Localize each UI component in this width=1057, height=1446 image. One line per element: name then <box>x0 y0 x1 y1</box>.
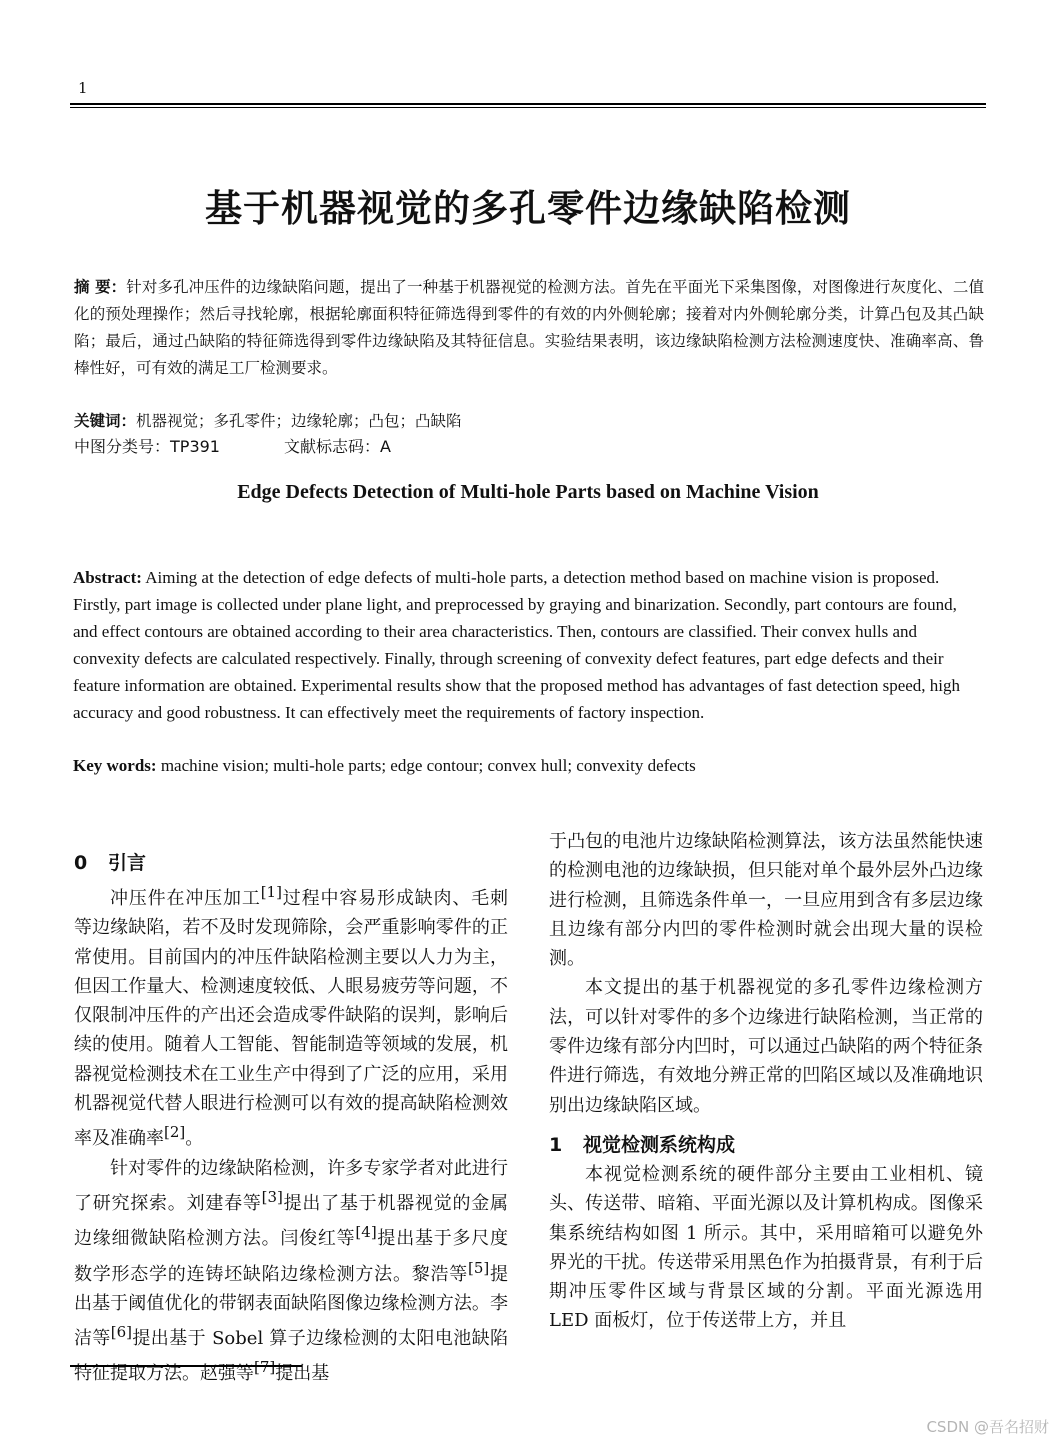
text-run: 。 <box>185 1128 204 1150</box>
citation: [6] <box>110 1323 133 1342</box>
abstract-zh-label: 摘 要： <box>74 278 127 296</box>
paragraph: 本文提出的基于机器视觉的多孔零件边缘检测方法，可以针对零件的多个边缘进行缺陷检测，当正常的零件边缘有部分内凹时，可以通过凸缺陷的两个特征条件进行筛选，有效地分辨正常的凹陷区域以及准确地识别出边缘缺陷区域。 <box>549 977 983 1116</box>
section-0-number: 0 <box>74 852 88 874</box>
keywords-zh-label: 关键词： <box>74 412 137 430</box>
text-run: 过程中容易形成缺肉、毛刺等边缘缺陷，若不及时发现筛除，会严重影响零件的正常使用。目前国内的冲压件缺陷检测主要以人力为主，但因工作量大、检测速度较低、人眼易疲劳等问题，不仅限制冲压件的产出还会造成零件缺陷的误判，影响后续的使用。随着人工智能、智能制造等领域的发展，机器视觉检测技术在工业生产中得到了广泛的应用，采用机器视觉代替人眼进行检测可以有效的提高缺陷检测效率及准确率 <box>74 888 509 1150</box>
watermark: CSDN @吾名招财 <box>926 1418 1049 1436</box>
section-0-heading <box>74 848 508 878</box>
keywords-en-text: machine vision; multi-hole parts; edge contour; convex hull; convexity defects <box>156 756 696 775</box>
paper-title: 基于机器视觉的多孔零件边缘缺陷检测 <box>205 187 851 230</box>
header-rule-thick <box>70 103 986 105</box>
footnote-rule <box>70 1365 302 1367</box>
abstract-en-text: Aiming at the detection of edge defects of multi-hole parts, a detection method based on machine vision is proposed. Firstly, part image is collected under plane light, and preprocessed by graying and binarization. Secondly, part contours are found, and effect contours are obtained according to their area characteristics. Then, contours are classified. Their convex hulls and convexity defects are calculated respectively. Finally, through screening of convexity defect features, part edge defects and their feature information are obtained. Experimental results show that the proposed method has advantages of fast detection speed, high accuracy and good robustness. It can effectively meet the requirements of factory inspection. <box>73 568 961 722</box>
citation: [7] <box>254 1358 276 1377</box>
section-1-number: 1 <box>549 1133 563 1156</box>
text-run: 提出基于多尺度数学形态学的连铸坯缺陷边缘检测方法。黎浩等 <box>74 1228 509 1285</box>
clc-value: TP391 <box>170 437 220 456</box>
text-run: 提出基于阈值优化的带钢表面缺陷图像边缘检测方法。李洁等 <box>74 1263 509 1350</box>
abstract-en <box>73 564 985 726</box>
paragraph: 于凸包的电池片边缘缺陷检测算法，该方法虽然能快速的检测电池的边缘缺损，但只能对单个最外层外凸边缘进行检测，且筛选条件单一，一旦应用到含有多层边缘且边缘有部分内凹的零件检测时就会出现大量的误检测。 <box>549 831 983 970</box>
header-rule-thin <box>70 107 986 108</box>
section-1-title: 视觉检测系统构成 <box>583 1133 736 1156</box>
citation: [4] <box>355 1223 377 1242</box>
classification-line <box>74 434 984 460</box>
section-1-heading <box>549 1130 983 1160</box>
paper-title-en: Edge Defects Detection of Multi-hole Parts based on Machine Vision <box>237 481 819 503</box>
keywords-zh-text: 机器视觉；多孔零件；边缘轮廓；凸包；凸缺陷 <box>136 412 462 430</box>
abstract-en-label: Abstract: <box>73 568 142 587</box>
abstract-zh-text: 针对多孔冲压件的边缘缺陷问题，提出了一种基于机器视觉的检测方法。首先在平面光下采集图像，对图像进行灰度化、二值化的预处理操作；然后寻找轮廓，根据轮廓面积特征筛选得到零件的有效的内外侧轮廓；接着对内外侧轮廓分类，计算凸包及其凸缺陷；最后，通过凸缺陷的特征筛选得到零件边缘缺陷及其特征信息。实验结果表明，该边缘缺陷检测方法检测速度快、准确率高、鲁棒性好，可有效的满足工厂检测要求。 <box>74 278 984 377</box>
citation: [2] <box>164 1123 186 1142</box>
paragraph <box>74 1154 508 1389</box>
paragraph <box>74 878 508 1154</box>
text-run: 提出基于 Sobel 算子边缘检测的太阳电池缺陷特征提取方法。赵强等 <box>74 1328 508 1385</box>
citation: [3] <box>261 1187 283 1206</box>
text-run: 冲压件在冲压加工 <box>110 888 261 909</box>
section-0-title: 引言 <box>108 852 147 874</box>
keywords-en <box>73 752 985 779</box>
abstract-zh <box>74 274 984 382</box>
text-run: 针对零件的边缘缺陷检测，许多专家学者对此进行了研究探索。刘建春等 <box>74 1157 508 1214</box>
citation: [5] <box>468 1258 490 1277</box>
body-column-right <box>549 827 983 1336</box>
doc-code-label: 文献标志码： <box>283 437 380 456</box>
body-column-left <box>74 848 508 1389</box>
keywords-zh <box>74 408 984 434</box>
text-run: 提出了基于机器视觉的金属边缘细微缺陷检测方法。闫俊红等 <box>74 1192 509 1250</box>
text-run: 提出基 <box>275 1363 330 1385</box>
keywords-en-label: Key words: <box>73 756 157 775</box>
paragraph: 本视觉检测系统的硬件部分主要由工业相机、镜头、传送带、暗箱、平面光源以及计算机构成。图像采集系统结构如图 1 所示。其中，采用暗箱可以避免外界光的干扰。传送带采用黑色作为拍摄背景，有利于后期冲压零件区域与背景区域的分割。平面光源选用 LED 面板灯，位于传送带上方，并且 <box>549 1163 983 1332</box>
page-number: 1 <box>78 79 88 97</box>
citation: [1] <box>260 883 282 901</box>
clc-label: 中图分类号： <box>74 437 171 456</box>
doc-code-value: A <box>380 437 391 456</box>
